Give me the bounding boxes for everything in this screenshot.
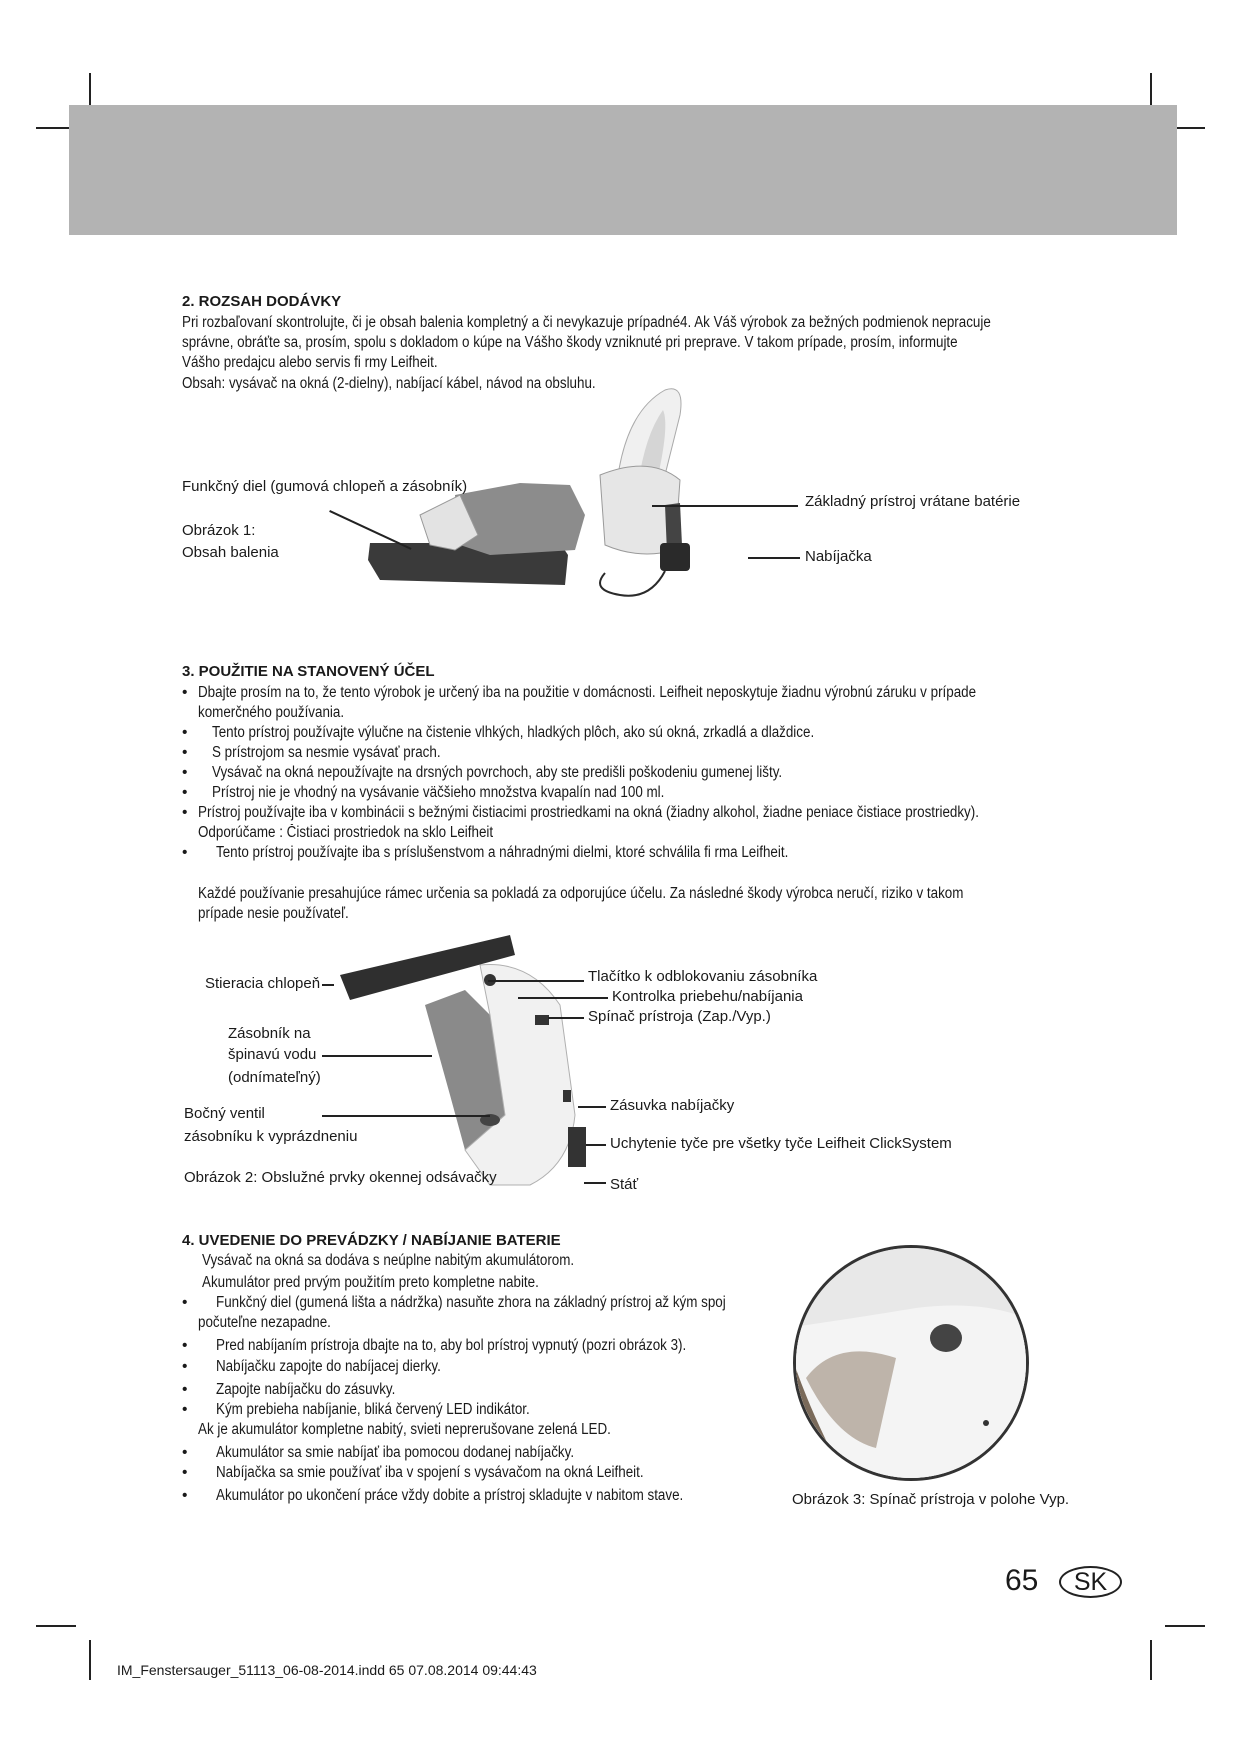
- section4-line-11: Nabíjačka sa smie používať iba v spojení s vysávačom na okná Leifheit.: [216, 1464, 644, 1481]
- figure2-leader-mount: [586, 1144, 606, 1146]
- section3-line-9: Tento prístroj používajte iba s príslušenstvom a náhradnými dielmi, ktoré schválila fi rma Leifheit.: [216, 844, 789, 861]
- section3-bullet-4: •: [182, 764, 188, 781]
- section2-line-4: Obsah: vysávač na okná (2-dielny), nabíjací kábel, návod na obsluhu.: [182, 375, 596, 392]
- figure2-label-switch: Spínač prístroja (Zap./Vyp.): [588, 1008, 771, 1025]
- section4-line-5: Pred nabíjaním prístroja dbajte na to, aby bol prístroj vypnutý (pozri obrázok 3).: [216, 1337, 687, 1354]
- section4-line-12: Akumulátor po ukončení práce vždy dobite a prístroj skladujte v nabitom stave.: [216, 1487, 684, 1504]
- crop-mark-bottom-right-h: [1165, 1625, 1205, 1627]
- figure2-photo: [330, 935, 620, 1205]
- figure2-label-valve-1: Bočný ventil: [184, 1105, 265, 1122]
- section4-line-10: Akumulátor sa smie nabíjať iba pomocou dodanej nabíjačky.: [216, 1444, 575, 1461]
- section4-line-3: Funkčný diel (gumená lišta a nádržka) nasuňte zhora na základný prístroj až kým spoj: [216, 1294, 726, 1311]
- section3-bullet-1: •: [182, 684, 188, 701]
- figure1-label-functional-part: Funkčný diel (gumová chlopeň a zásobník): [182, 478, 468, 495]
- figure3-caption: Obrázok 3: Spínač prístroja v polohe Vyp.: [792, 1491, 1070, 1508]
- figure2-leader-switch: [548, 1017, 584, 1019]
- section3-line-3: Tento prístroj používajte výlučne na čistenie vlhkých, hladkých plôch, ako sú okná, zrkadlá a dlaždice.: [212, 724, 815, 741]
- figure2-label-mount: Uchytenie tyče pre všetky tyče Leifheit ClickSystem: [610, 1135, 952, 1152]
- figure1-caption-line1: Obrázok 1:: [182, 522, 256, 539]
- section2-line-1: Pri rozbaľovaní skontrolujte, či je obsah balenia kompletný a či nevykazuje prípadné4. Ak Váš výrobok za bežných podmienok nepracuje: [182, 314, 991, 331]
- section3-line-8: Odporúčame : Čistiaci prostriedok na sklo Leifheit: [198, 824, 494, 841]
- figure1-label-charger: Nabíjačka: [805, 548, 872, 565]
- section3-line-1: Dbajte prosím na to, že tento výrobok je určený iba na použitie v domácnosti. Leifheit neposkytuje žiadnu výrobnú záruku v prípade: [198, 684, 977, 701]
- section3-bullet-2: •: [182, 724, 188, 741]
- section4-bullet-1: •: [182, 1294, 188, 1311]
- section4-line-8: Kým prebieha nabíjanie, bliká červený LED indikátor.: [216, 1401, 530, 1418]
- section4-line-9: Ak je akumulátor kompletne nabitý, svieti neprerušovane zelená LED.: [198, 1421, 611, 1438]
- figure2-leader-release-button: [488, 980, 584, 982]
- figure2-caption: Obrázok 2: Obslužné prvky okennej odsávačky: [184, 1169, 497, 1186]
- section3-line-5: Vysávač na okná nepoužívajte na drsných povrchoch, aby ste predišli poškodeniu gumenej lišty.: [212, 764, 783, 781]
- figure2-label-tank-1: Zásobník na: [228, 1025, 311, 1042]
- section4-bullet-5: •: [182, 1401, 188, 1418]
- section3-line-2: komerčného používania.: [198, 704, 345, 721]
- section4-bullet-6: •: [182, 1444, 188, 1461]
- section4-line-7: Zapojte nabíjačku do zásuvky.: [216, 1381, 396, 1398]
- section4-line-2: Akumulátor pred prvým použitím preto kompletne nabite.: [202, 1274, 539, 1291]
- header-band: [69, 105, 1177, 235]
- figure2-leader-tank: [322, 1055, 432, 1057]
- section3-line-6: Prístroj nie je vhodný na vysávanie väčšieho množstva kvapalín nad 100 ml.: [212, 784, 665, 801]
- figure2-leader-stand: [584, 1182, 606, 1184]
- section4-heading: 4. UVEDENIE DO PREVÁDZKY / NABÍJANIE BATERIE: [182, 1232, 561, 1249]
- section4-line-4: počuteľne nezapadne.: [198, 1314, 331, 1331]
- figure2-leader-squeegee: [322, 984, 334, 986]
- figure2-label-tank-2: špinavú vodu: [228, 1046, 317, 1063]
- vacuum-controls-illustration: [330, 935, 620, 1205]
- print-footer: IM_Fenstersauger_51113_06-08-2014.indd 65 07.08.2014 09:44:43: [117, 1662, 537, 1678]
- figure2-label-stand: Stáť: [610, 1176, 639, 1193]
- section3-line-10: Každé používanie presahujúce rámec určenia sa pokladá za odporujúce účelu. Za následné škody výrobca neručí, riziko v takom: [198, 885, 964, 902]
- section3-bullet-7: •: [182, 844, 188, 861]
- section4-line-6: Nabíjačku zapojte do nabíjacej dierky.: [216, 1358, 441, 1375]
- section4-line-1: Vysávač na okná sa dodáva s neúplne nabitým akumulátorom.: [202, 1252, 575, 1269]
- figure2-label-socket: Zásuvka nabíjačky: [610, 1097, 735, 1114]
- section3-line-11: prípade nesie používateľ.: [198, 905, 349, 922]
- crop-mark-bottom-left-v: [89, 1640, 91, 1680]
- section4-bullet-7: •: [182, 1464, 188, 1481]
- section4-bullet-2: •: [182, 1337, 188, 1354]
- page-number: 65: [1005, 1564, 1039, 1597]
- section4-bullet-3: •: [182, 1358, 188, 1375]
- figure1-leader-base-device: [652, 505, 798, 507]
- crop-mark-bottom-right-v: [1150, 1640, 1152, 1680]
- switch-closeup-illustration: [796, 1248, 1029, 1481]
- figure2-label-tank-3: (odnímateľný): [228, 1069, 321, 1086]
- section4-bullet-8: •: [182, 1487, 188, 1504]
- section3-heading: 3. POUŽITIE NA STANOVENÝ ÚČEL: [182, 663, 435, 680]
- figure2-leader-valve: [322, 1115, 490, 1117]
- figure2-label-indicator: Kontrolka priebehu/nabíjania: [612, 988, 803, 1005]
- crop-mark-bottom-left-h: [36, 1625, 76, 1627]
- section3-bullet-5: •: [182, 784, 188, 801]
- figure2-leader-socket: [578, 1106, 606, 1108]
- figure1-leader-charger: [748, 557, 800, 559]
- language-badge: SK: [1059, 1566, 1122, 1598]
- section3-bullet-6: •: [182, 804, 188, 821]
- figure2-label-release-button: Tlačítko k odblokovaniu zásobníka: [588, 968, 818, 985]
- section2-line-2: správne, obráťte sa, prosím, spolu s dokladom o kúpe na Vášho škody vzniknuté pri preprave. V takom prípade, prosím, informujte: [182, 334, 958, 351]
- section3-line-7: Prístroj používajte iba v kombinácii s bežnými čistiacimi prostriedkami na okná (žiadny alkohol, žiadne peniace čistiace prostriedky).: [198, 804, 979, 821]
- section3-line-4: S prístrojom sa nesmie vysávať prach.: [212, 744, 441, 761]
- section2-line-3: Vášho predajcu alebo servis fi rmy Leifheit.: [182, 354, 438, 371]
- figure2-label-squeegee: Stieracia chlopeň: [205, 975, 321, 992]
- section2-heading: 2. ROZSAH DODÁVKY: [182, 293, 342, 310]
- section4-bullet-4: •: [182, 1381, 188, 1398]
- section3-bullet-3: •: [182, 744, 188, 761]
- figure1-caption-line2: Obsah balenia: [182, 544, 279, 561]
- figure3-photo: [793, 1245, 1029, 1481]
- figure2-leader-indicator: [518, 997, 608, 999]
- figure1-label-base-device: Základný prístroj vrátane batérie: [805, 493, 1021, 510]
- figure2-label-valve-2: zásobníku k vyprázdneniu: [184, 1128, 358, 1145]
